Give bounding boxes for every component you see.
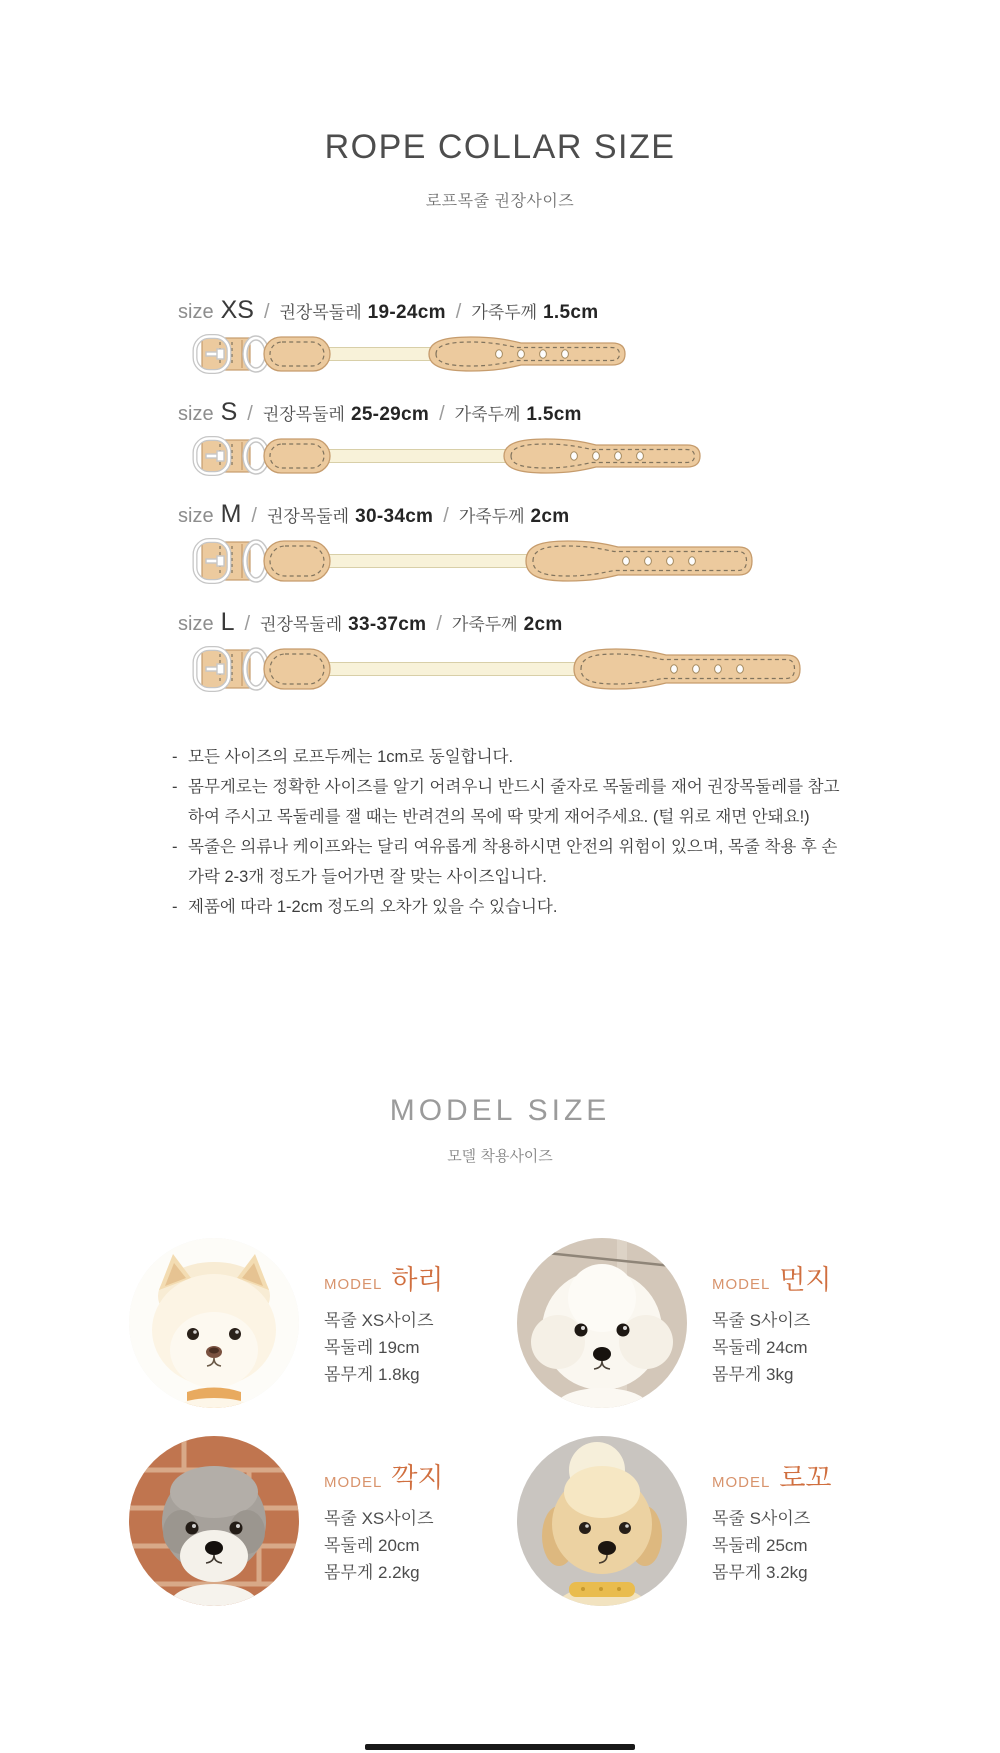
size-notes-list [172,742,848,922]
detail-weight: 몸무게 2.2kg [324,1563,420,1582]
note-item [172,832,848,892]
collar-illustration-m [192,538,802,584]
model-size-title: MODEL SIZE [389,1094,611,1127]
rope-strap [322,663,587,676]
rope-strap [322,348,442,361]
thickness-value: 2cm [523,614,563,635]
size-value: S [220,398,238,426]
detail-neck-girth: 목둘레 19cm [324,1338,420,1357]
leather-tip [574,649,800,689]
girth-label: 권장목둘레 [262,405,345,424]
size-label-line [178,500,802,529]
dog-photo-illustration [517,1436,687,1606]
thickness-value: 1.5cm [543,302,599,323]
model-info [712,1456,832,1586]
model-details [712,1307,832,1388]
rope-strap [322,555,539,568]
model-photo-gray-white-puppy [129,1436,299,1606]
size-label-line [178,608,802,637]
girth-label: 권장목둘레 [279,303,362,322]
thickness-label: 가죽두께 [471,303,538,322]
leather-pad [264,541,330,581]
dog-photo-illustration [517,1238,687,1408]
size-row-m [178,500,802,584]
collar-diagram [192,436,702,476]
separator-slash: / [455,301,462,323]
model-info [324,1258,444,1388]
girth-value: 25-29cm [350,404,430,425]
thickness-label: 가죽두께 [454,405,521,424]
separator-slash: / [436,613,442,635]
detail-collar-size: 목줄 XS사이즈 [324,1311,434,1330]
model-name: 깍지 [391,1463,444,1493]
thickness-value: 2cm [530,506,570,527]
model-size-section [0,1094,1000,1606]
collar-diagram [192,334,627,374]
model-photo-cream-pomeranian [129,1238,299,1408]
thickness-label: 가죽두께 [451,615,518,634]
size-word: size [178,613,214,635]
girth-label: 권장목둘레 [260,615,343,634]
note-dash: - [172,838,178,856]
leather-pad [264,337,330,371]
model-name-line [324,1258,444,1297]
model-name: 로꼬 [779,1463,832,1493]
leather-tip [526,541,752,581]
note-text: 몸무게로는 정확한 사이즈를 알기 어려우니 반드시 줄자로 목둘레를 재어 권장목둘레를 참고하여 주시고 목둘레를 잴 때는 반려견의 목에 딱 맞게 재어주세요. (털 위로 재면 안돼요!) [188,778,840,826]
model-photo-white-bichon [517,1238,687,1408]
separator-slash: / [247,403,253,425]
size-value: XS [220,296,254,324]
model-size-subtitle: 모델 착용사이즈 [447,1148,553,1165]
girth-label: 권장목둘레 [266,507,350,526]
model-label: MODEL [324,1276,383,1293]
model-card-hari [129,1238,483,1408]
collar-illustration-xs [192,334,802,374]
collar-diagram [192,538,754,584]
bottom-divider-bar [365,1744,635,1750]
size-word: size [178,403,214,425]
note-dash: - [172,898,178,916]
model-name: 먼지 [779,1265,832,1295]
detail-collar-size: 목줄 S사이즈 [712,1311,811,1330]
size-row-xs [178,296,802,374]
separator-slash: / [251,505,257,527]
page-title: ROPE COLLAR SIZE [324,128,676,166]
leather-pad [264,439,330,473]
dog-photo-illustration [129,1436,299,1606]
girth-value: 33-37cm [348,614,427,635]
model-card-rokko [517,1436,871,1606]
model-label: MODEL [712,1474,771,1491]
note-dash: - [172,748,178,766]
dog-photo-illustration [129,1238,299,1408]
model-card-kkakji [129,1436,483,1606]
size-word: size [178,301,214,323]
separator-slash: / [244,613,251,635]
size-word: size [178,505,214,527]
collar-illustration-s [192,436,802,476]
size-guide-header [0,128,1000,211]
collar-diagram [192,646,802,692]
size-value: M [220,500,242,528]
page-subtitle: 로프목줄 권장사이즈 [425,193,575,210]
model-info [324,1456,444,1586]
model-name-line [712,1456,832,1495]
girth-value: 19-24cm [367,302,446,323]
model-details [712,1505,832,1586]
detail-collar-size: 목줄 S사이즈 [712,1509,811,1528]
detail-neck-girth: 목둘레 24cm [712,1338,808,1357]
model-details [324,1505,444,1586]
collar-illustration-l [192,646,802,692]
leather-tip [429,337,625,371]
separator-slash: / [439,403,445,425]
note-text: 모든 사이즈의 로프두께는 1cm로 동일합니다. [188,748,514,766]
rope-strap [322,450,517,463]
detail-weight: 몸무게 1.8kg [324,1365,420,1384]
model-label: MODEL [712,1276,771,1293]
model-label: MODEL [324,1474,383,1491]
girth-value: 30-34cm [355,506,434,527]
size-value: L [220,608,235,636]
note-item [172,772,848,832]
note-text: 목줄은 의류나 케이프와는 달리 여유롭게 착용하시면 안전의 위험이 있으며, 목줄 착용 후 손가락 2-3개 정도가 들어가면 잘 맞는 사이즈입니다. [188,838,838,886]
detail-weight: 몸무게 3kg [712,1365,794,1384]
size-label-line [178,398,802,427]
model-name-line [324,1456,444,1495]
thickness-value: 1.5cm [526,404,582,425]
size-row-l [178,608,802,692]
size-row-s [178,398,802,476]
models-grid [129,1238,871,1606]
model-name-line [712,1258,832,1297]
model-details [324,1307,444,1388]
thickness-label: 가죽두께 [458,507,525,526]
detail-weight: 몸무게 3.2kg [712,1563,808,1582]
separator-slash: / [263,301,270,323]
detail-collar-size: 목줄 XS사이즈 [324,1509,434,1528]
note-item [172,892,848,922]
leather-pad [264,649,330,689]
separator-slash: / [443,505,449,527]
model-info [712,1258,832,1388]
note-dash: - [172,778,178,796]
model-name: 하리 [391,1265,444,1295]
detail-neck-girth: 목둘레 25cm [712,1536,808,1555]
size-label-line [178,296,802,325]
note-item [172,742,848,772]
size-chart [178,296,802,716]
detail-neck-girth: 목둘레 20cm [324,1536,420,1555]
model-photo-apricot-poodle [517,1436,687,1606]
note-text: 제품에 따라 1-2cm 정도의 오차가 있을 수 있습니다. [188,898,558,916]
leather-tip [504,439,700,473]
model-card-meonji [517,1238,871,1408]
